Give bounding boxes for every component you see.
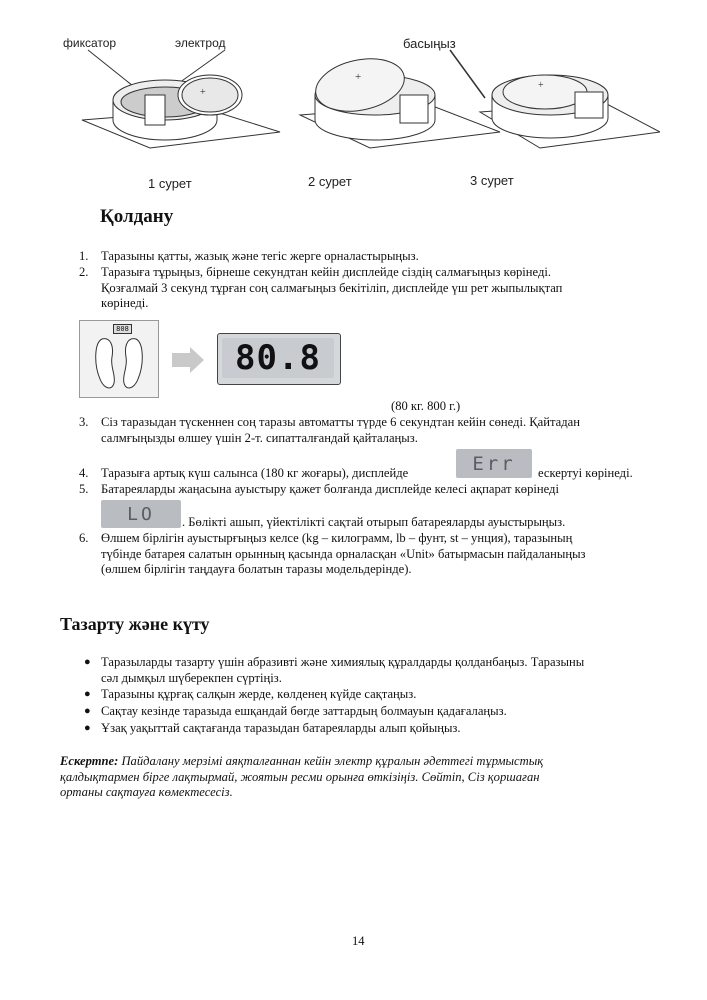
text-line: Қозғалмай 3 секунд тұрған соң салмағыңыз бекітіліп, дисплейде үш рет жыпылықтап bbox=[101, 280, 563, 295]
text-line: көрінеді. bbox=[101, 296, 149, 310]
item-number: 5. bbox=[79, 482, 89, 496]
label-fixator: фиксатор bbox=[63, 36, 117, 50]
bullet-icon: ● bbox=[84, 722, 91, 734]
display-note: (80 кг. 800 г.) bbox=[391, 399, 461, 413]
usage-item-1: Таразыны қатты, жазық және тегіс жерге орналастырыңыз. bbox=[101, 249, 419, 263]
note-label: Ескертпе: bbox=[60, 754, 119, 768]
battery-figures bbox=[60, 40, 660, 160]
bullet-icon: ● bbox=[84, 656, 91, 668]
text-line: Сіз таразыдан түскеннен соң таразы автоматты түрде 6 секундтан кейін сөнеді. Қайтадан bbox=[101, 415, 580, 429]
svg-text:+: + bbox=[538, 80, 544, 91]
text-line: сәл дымқыл шүберекпен сүртіңіз. bbox=[101, 670, 282, 685]
figure-caption-3: 3 сурет bbox=[470, 173, 514, 188]
figure-caption-2: 2 сурет bbox=[308, 174, 352, 189]
scale-mini-display: 808 bbox=[113, 324, 132, 334]
item-number: 3. bbox=[79, 415, 89, 429]
usage-item-3 bbox=[101, 415, 580, 446]
figure-1 bbox=[82, 50, 280, 148]
note bbox=[60, 754, 660, 801]
care-bullet-2: Таразыны құрғақ салқын жерде, көлденең күйде сақтаңыз. bbox=[101, 687, 417, 701]
svg-text:+: + bbox=[355, 71, 362, 83]
svg-text:+: + bbox=[200, 87, 206, 98]
note-line-1 bbox=[60, 754, 660, 770]
note-line-3: ортаны сақтауға көмектесесіз. bbox=[60, 785, 233, 799]
usage-item-2 bbox=[101, 265, 562, 312]
lo-display: LO bbox=[101, 500, 181, 528]
text-line: Таразыларды тазарту үшін абразивті және химиялық құралдарды қолданбаңыз. Таразыны bbox=[101, 655, 585, 669]
big-display bbox=[217, 333, 341, 385]
figure-caption-1: 1 сурет bbox=[148, 176, 192, 191]
text-line: түбінде батарея салатын орынның қасында орналасқан «Unit» батырмасын пайдаланыңыз bbox=[101, 546, 586, 561]
care-bullet-1 bbox=[101, 655, 584, 686]
text-line: Өлшем бірлігін ауыстырғыңыз келсе (kg – килограмм, lb – фунт, st – унция), таразының bbox=[101, 531, 573, 545]
label-electrode: электрод bbox=[175, 36, 226, 50]
footprints-icon bbox=[92, 335, 148, 395]
usage-item-5-after: . Бөлікті ашып, үйектілікті сақтай отырып батареяларды ауыстырыңыз. bbox=[182, 515, 566, 529]
text-line: (өлшем бірлігін таңдауға болатын таразы модельдерінде). bbox=[101, 562, 412, 576]
usage-heading: Қолдану bbox=[100, 206, 174, 227]
care-bullet-4: Ұзақ уақыттай сақтағанда таразыдан батареяларды алып қойыңыз. bbox=[101, 721, 461, 735]
item-number: 4. bbox=[79, 466, 89, 480]
usage-item-6 bbox=[101, 531, 586, 578]
arrow-right-icon bbox=[172, 347, 206, 373]
page-number: 14 bbox=[352, 934, 365, 948]
bullet-icon: ● bbox=[84, 688, 91, 700]
text-line: Пайдалану мерзімі аяқталғаннан кейін электр құралын әдеттегі тұрмыстық bbox=[118, 754, 544, 768]
err-display: Err bbox=[456, 449, 532, 478]
text-line: Таразыға тұрыңыз, бірнеше секундтан кейін дисплейде сіздің салмағыңыз көрінеді. bbox=[101, 265, 552, 279]
text-line: салмғыңызды өлшеу үшін 2-т. сипатталғандай қайталаңыз. bbox=[101, 430, 418, 445]
big-display-value: 80.8 bbox=[222, 338, 334, 378]
usage-item-4-before: Таразыға артық күш салынса (180 кг жоғары), дисплейде bbox=[101, 466, 409, 480]
label-press: басыңыз bbox=[403, 36, 456, 51]
item-number: 6. bbox=[79, 531, 89, 545]
usage-item-5: Батареяларды жаңасына ауыстыру қажет болғанда дисплейде келесі ақпарат көрінеді bbox=[101, 482, 559, 496]
usage-item-4-after: ескертуі көрінеді. bbox=[538, 466, 633, 480]
figure-2 bbox=[300, 51, 500, 148]
item-number: 2. bbox=[79, 265, 89, 279]
care-heading: Тазарту және күту bbox=[60, 614, 210, 634]
note-line-2: қалдықтармен бірге лақтырмай, жоятын ресми орынға өткізіңіз. Сөйтіп, Сіз қоршаған bbox=[60, 769, 540, 784]
bullet-icon: ● bbox=[84, 705, 91, 717]
scale-illustration bbox=[79, 320, 159, 398]
care-bullet-3: Сақтау кезінде таразыда ешқандай бөгде заттардың болмауын қадағалаңыз. bbox=[101, 704, 507, 718]
item-number: 1. bbox=[79, 249, 89, 263]
